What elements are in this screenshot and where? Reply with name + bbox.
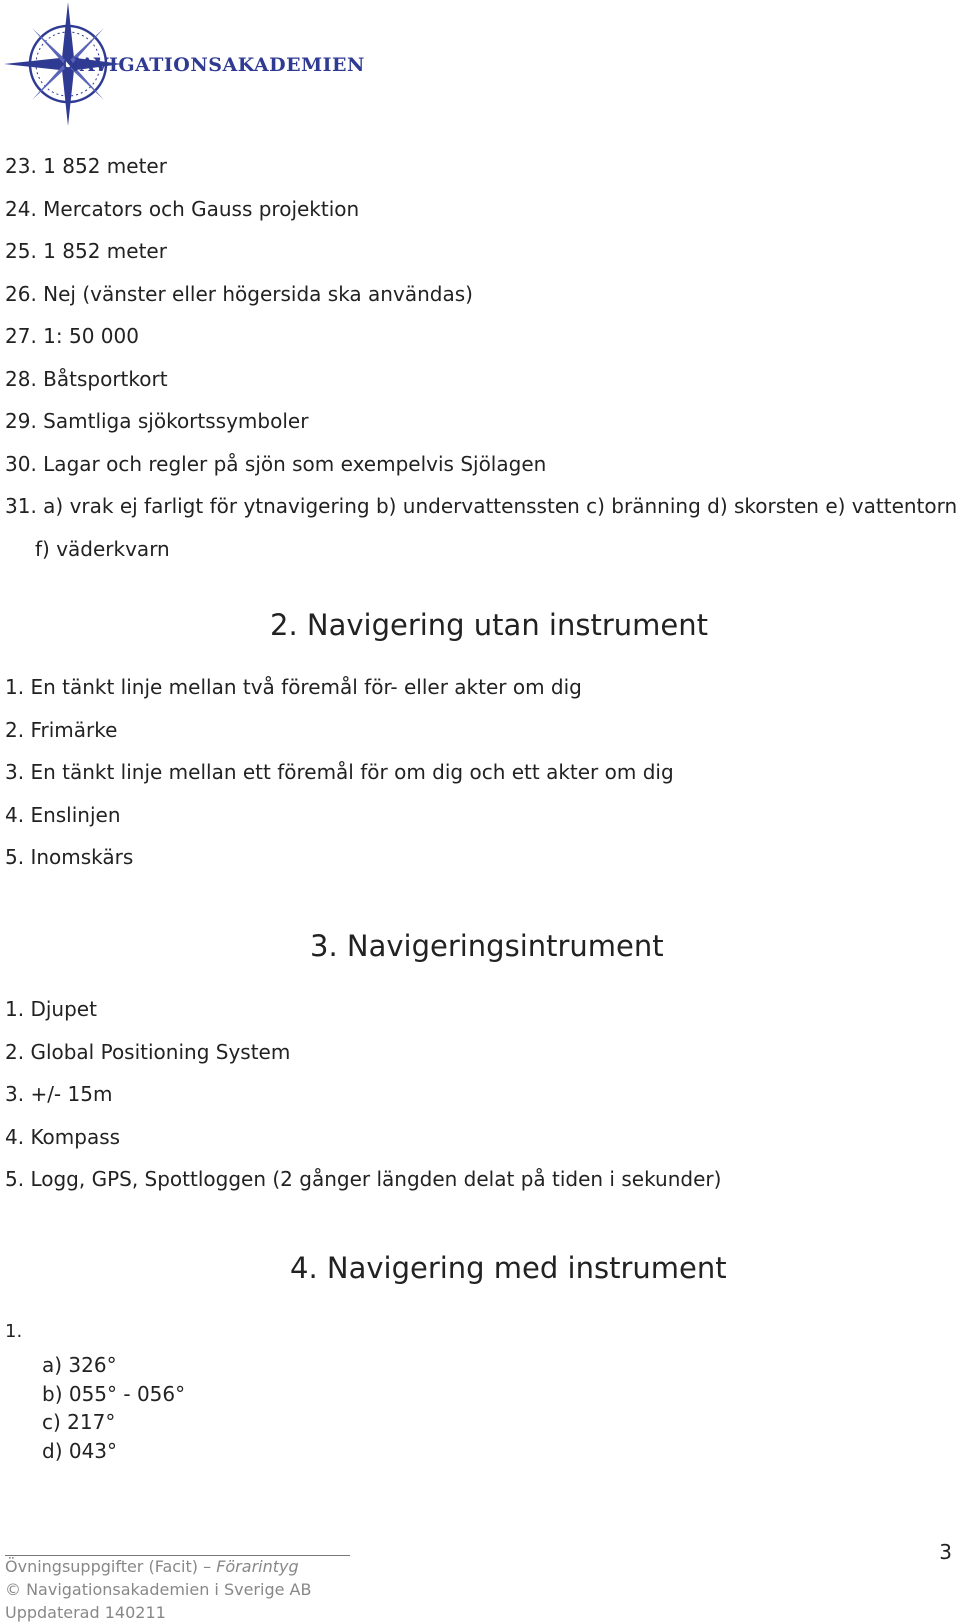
logo-text: NAVIGATIONSAKADEMIEN [62, 54, 365, 76]
footer-title-text: Övningsuppgifter (Facit) – [5, 1557, 217, 1576]
list-item: 4. Kompass [5, 1124, 121, 1149]
footer-title-italic: Förarintyg [216, 1557, 299, 1576]
list-item: 26. Nej (vänster eller högersida ska användas) [5, 281, 473, 306]
sub-list-item: d) 043° [42, 1438, 118, 1463]
footer-divider [5, 1555, 350, 1556]
list-item: 1. En tänkt linje mellan två föremål för- eller akter om dig [5, 675, 582, 699]
sub-list-item: c) 217° [42, 1410, 116, 1434]
sub-list-item: a) 326° [42, 1353, 117, 1377]
section-heading: 2. Navigering utan instrument [270, 608, 708, 642]
list-item: 2. Global Positioning System [5, 1039, 291, 1064]
list-item: 28. Båtsportkort [5, 366, 168, 391]
section-heading: 4. Navigering med instrument [290, 1251, 727, 1285]
sub-list-item: b) 055° - 056° [42, 1381, 186, 1406]
list-item: 2. Frimärke [5, 717, 118, 742]
page-number: 3 [939, 1540, 952, 1564]
list-item: 29. Samtliga sjökortssymboler [5, 409, 309, 433]
list-item: 5. Inomskärs [5, 845, 134, 869]
list-item-continuation: f) väderkvarn [35, 536, 170, 561]
list-item: 31. a) vrak ej farligt för ytnavigering b) undervattenssten c) bränning d) skorsten e) vattentorn [5, 494, 958, 518]
footer-updated: Uppdaterad 140211 [5, 1603, 166, 1622]
list-item: 25. 1 852 meter [5, 239, 167, 263]
list-item: 1. Djupet [5, 997, 97, 1021]
logo [4, 2, 365, 132]
list-item: 27. 1: 50 000 [5, 324, 139, 348]
list-item: 4. Enslinjen [5, 802, 121, 827]
answer-list-2 [5, 666, 674, 879]
answer-list-1 [5, 145, 957, 570]
list-item: 3. +/- 15m [5, 1082, 113, 1106]
list-item: 23. 1 852 meter [5, 154, 167, 178]
list-item: 3. En tänkt linje mellan ett föremål för om dig och ett akter om dig [5, 760, 674, 784]
list-item: 5. Logg, GPS, Spottloggen (2 gånger längden delat på tiden i sekunder) [5, 1167, 722, 1191]
answer-sublist [42, 1351, 185, 1465]
list-item: 30. Lagar och regler på sjön som exempelvis Sjölagen [5, 451, 547, 476]
footer-title [5, 1557, 299, 1576]
footer-copyright: © Navigationsakademien i Sverige AB [5, 1580, 312, 1599]
answer-list-3 [5, 988, 721, 1201]
section-heading: 3. Navigeringsintrument [310, 929, 664, 963]
list-item: 24. Mercators och Gauss projektion [5, 196, 360, 221]
list-item-number: 1. [5, 1321, 23, 1342]
